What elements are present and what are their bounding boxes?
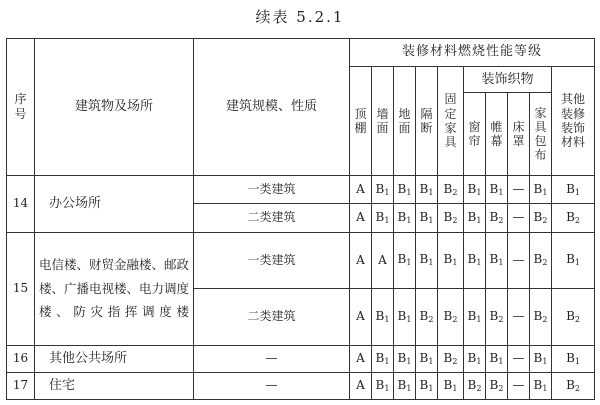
grade-cell: $B_1$ (394, 204, 416, 232)
grade-cell: $B_2$ (438, 289, 464, 345)
grade-cell: $B_1$ (372, 176, 394, 204)
grade-cell: $B_2$ (486, 204, 508, 232)
grade-cell: $B_2$ (464, 372, 486, 399)
grade-cell: $B_2$ (552, 289, 595, 345)
grade-cell: $B_1$ (486, 232, 508, 288)
grade-cell: $B_1$ (530, 345, 552, 372)
grade-cell: $B_1$ (372, 204, 394, 232)
grade-cell: $B_1$ (486, 345, 508, 372)
grade-cell: $B_2$ (438, 176, 464, 204)
grade-cell: $B_1$ (394, 176, 416, 204)
grade-cell: $B_1$ (438, 232, 464, 288)
grade-cell: $B_1$ (416, 232, 438, 288)
grade-cell: A (350, 345, 372, 372)
grade-cell: A (350, 176, 372, 204)
grade-cell: A (372, 232, 394, 288)
row-place: 电信楼、财贸金融楼、邮政楼、广播电视楼、电力调度楼、防灾指挥调度楼 (35, 232, 194, 345)
grade-cell: $B_1$ (372, 345, 394, 372)
grade-cell: $B_2$ (486, 372, 508, 399)
header-furniture-cover: 家具包布 (530, 93, 552, 176)
grade-cell: — (508, 176, 530, 204)
header-grade-group: 装修材料燃烧性能等级 (350, 39, 595, 67)
grade-cell: A (350, 289, 372, 345)
grade-cell: $B_1$ (464, 176, 486, 204)
header-floor: 地面 (394, 67, 416, 176)
grade-cell: $B_1$ (438, 372, 464, 399)
grade-cell: — (508, 289, 530, 345)
grade-cell: $B_1$ (372, 372, 394, 399)
grade-cell: $B_1$ (464, 204, 486, 232)
grade-cell: $B_2$ (486, 289, 508, 345)
grade-cell: A (350, 204, 372, 232)
row-scale: 二类建筑 (194, 289, 350, 345)
table-row (7, 372, 595, 399)
row-place: 办公场所 (35, 176, 194, 232)
grade-cell: $B_1$ (394, 232, 416, 288)
header-other: 其他装修装饰材料 (552, 67, 595, 176)
grade-cell: $B_2$ (530, 204, 552, 232)
grade-cell: — (508, 204, 530, 232)
header-drape: 帷幕 (486, 93, 508, 176)
grade-cell: $B_2$ (416, 289, 438, 345)
header-bedcover: 床罩 (508, 93, 530, 176)
table-title: 续表 5.2.1 (255, 8, 345, 26)
grade-cell: — (508, 232, 530, 288)
header-decor-group: 装饰织物 (464, 67, 552, 93)
grade-cell: $B_2$ (438, 204, 464, 232)
row-place: 其他公共场所 (35, 345, 194, 372)
grade-cell: $B_1$ (486, 176, 508, 204)
grade-cell: $B_2$ (530, 232, 552, 288)
header-ceiling: 顶棚 (350, 67, 372, 176)
grade-cell: $B_1$ (552, 176, 595, 204)
row-scale: 一类建筑 (194, 232, 350, 288)
row-scale: 二类建筑 (194, 204, 350, 232)
row-scale: 一类建筑 (194, 176, 350, 204)
grade-cell: $B_1$ (416, 345, 438, 372)
grade-cell: A (350, 232, 372, 288)
grade-cell: A (350, 372, 372, 399)
header-fixed-furniture: 固定家具 (438, 67, 464, 176)
grade-cell: — (508, 372, 530, 399)
fire-rating-table (6, 38, 595, 400)
grade-cell: — (508, 345, 530, 372)
header-wall: 墙面 (372, 67, 394, 176)
header-curtain: 窗帘 (464, 93, 486, 176)
grade-cell: $B_1$ (372, 289, 394, 345)
grade-cell: $B_1$ (552, 232, 595, 288)
grade-cell: $B_1$ (394, 289, 416, 345)
header-scale: 建筑规模、性质 (194, 39, 350, 176)
grade-cell: $B_1$ (464, 289, 486, 345)
row-no: 17 (7, 372, 35, 399)
grade-cell: $B_2$ (530, 289, 552, 345)
grade-cell: $B_1$ (530, 372, 552, 399)
grade-cell: $B_2$ (552, 204, 595, 232)
row-no: 15 (7, 232, 35, 345)
grade-cell: $B_1$ (416, 176, 438, 204)
table-row (7, 232, 595, 288)
row-no: 16 (7, 345, 35, 372)
grade-cell: $B_1$ (530, 176, 552, 204)
row-no: 14 (7, 176, 35, 232)
grade-cell: $B_1$ (552, 345, 595, 372)
row-scale: — (194, 372, 350, 399)
grade-cell: $B_1$ (416, 204, 438, 232)
grade-cell: $B_2$ (552, 372, 595, 399)
grade-cell: $B_1$ (394, 372, 416, 399)
grade-cell: $B_1$ (464, 232, 486, 288)
table-row (7, 176, 595, 204)
row-scale: — (194, 345, 350, 372)
grade-cell: $B_1$ (464, 345, 486, 372)
grade-cell: $B_1$ (416, 372, 438, 399)
header-seq: 序号 (7, 39, 35, 176)
grade-cell: $B_2$ (438, 345, 464, 372)
row-place: 住宅 (35, 372, 194, 399)
header-partition: 隔断 (416, 67, 438, 176)
table-row (7, 345, 595, 372)
header-place: 建筑物及场所 (35, 39, 194, 176)
grade-cell: $B_1$ (394, 345, 416, 372)
